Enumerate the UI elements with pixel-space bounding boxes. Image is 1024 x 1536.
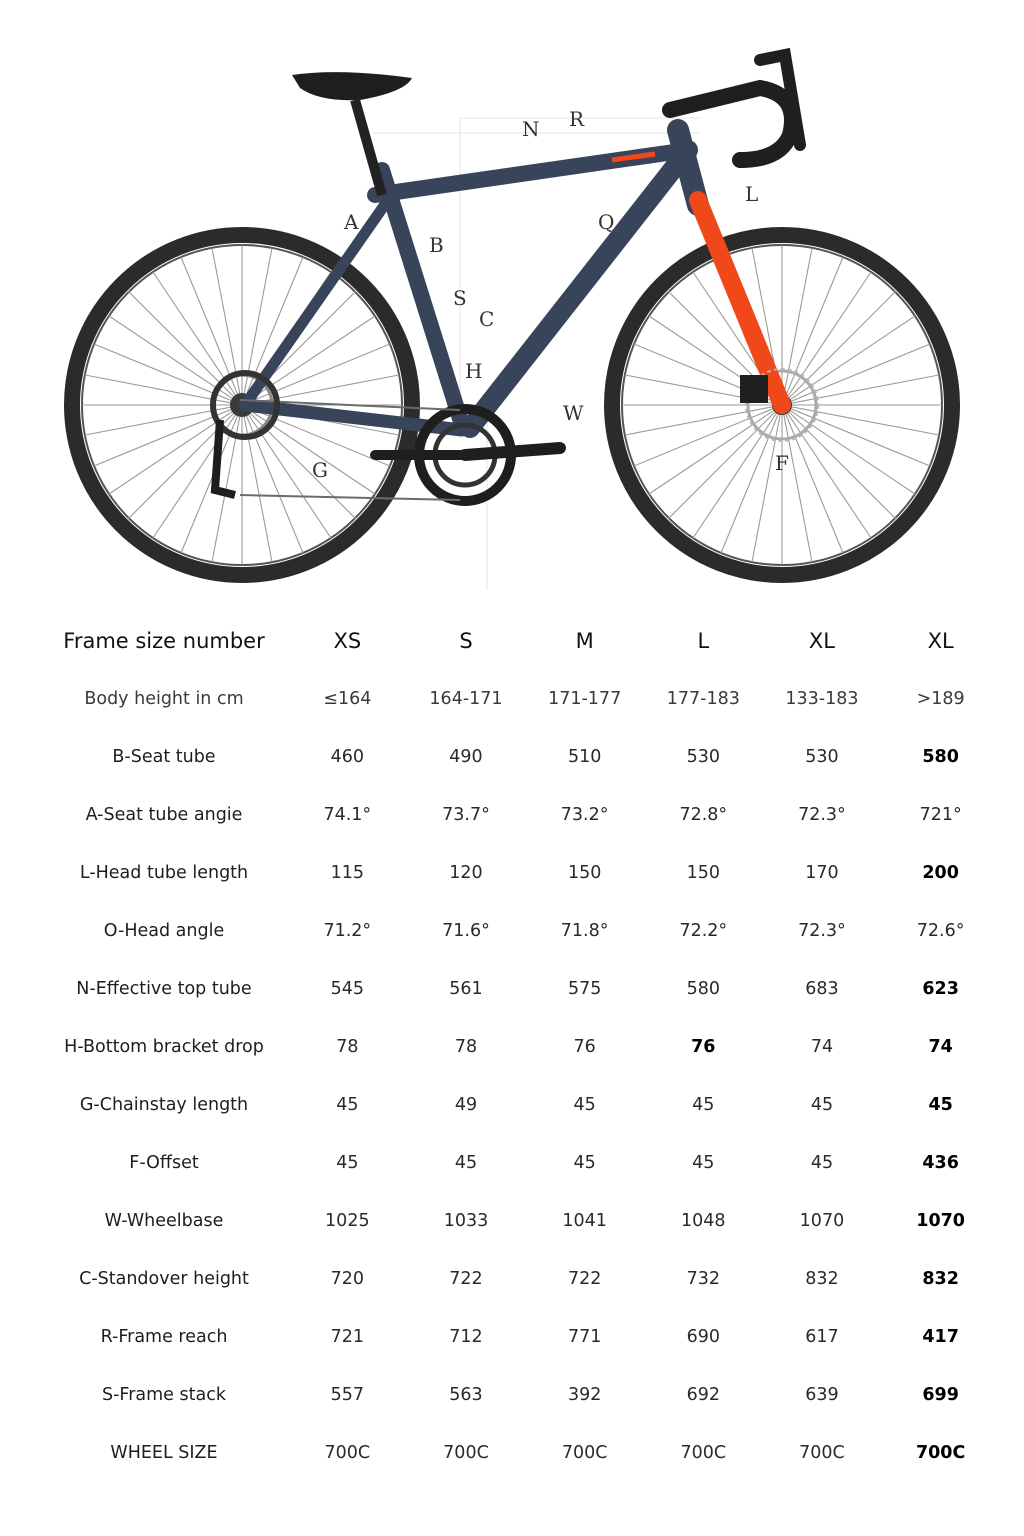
table-row: [40, 728, 1000, 786]
table-cell: 1041: [562, 1211, 607, 1231]
table-cell: 722: [567, 1269, 602, 1289]
table-cell: 699: [922, 1385, 959, 1405]
table-cell: 72.2°: [679, 921, 728, 941]
table-row: [40, 960, 1000, 1018]
table-cell: 712: [449, 1327, 483, 1347]
table-cell: 177-183: [666, 689, 740, 709]
marker-w: W: [563, 401, 584, 425]
table-cell: 617: [805, 1327, 839, 1347]
table-row: [40, 1018, 1000, 1076]
table-cell: 575: [567, 979, 602, 999]
table-cell: 45: [810, 1153, 834, 1173]
frame-size-table: [40, 612, 1000, 1482]
row-label: Body height in cm: [84, 689, 244, 709]
table-cell: 639: [805, 1385, 839, 1405]
marker-f: F: [775, 451, 789, 475]
table-row: [40, 1250, 1000, 1308]
table-cell: 683: [805, 979, 839, 999]
table-cell: 71.6°: [442, 921, 490, 941]
table-cell: 71.8°: [560, 921, 609, 941]
table-cell: 45: [573, 1095, 596, 1115]
table-row: [40, 1192, 1000, 1250]
table-cell: 73.2°: [560, 805, 609, 825]
table-cell: 1048: [681, 1211, 726, 1231]
row-label: C-Standover height: [79, 1269, 249, 1289]
table-cell: 73.7°: [442, 805, 490, 825]
table-cell: 120: [449, 863, 483, 883]
table-cell: 510: [567, 747, 602, 767]
table-row: [40, 1308, 1000, 1366]
size-col-xl: XL: [808, 629, 835, 653]
row-label: L-Head tube length: [79, 863, 249, 883]
marker-b: B: [429, 233, 444, 257]
table-cell: 580: [686, 979, 720, 999]
marker-r: R: [569, 107, 585, 131]
row-label: H-Bottom bracket drop: [64, 1037, 264, 1057]
table-cell: 557: [330, 1385, 365, 1405]
table-cell: 722: [449, 1269, 483, 1289]
table-cell: 170: [805, 863, 839, 883]
table-cell: 561: [449, 979, 483, 999]
bicycle-diagram: [0, 0, 1024, 600]
table-cell: 1025: [325, 1211, 370, 1231]
table-cell: 417: [922, 1327, 959, 1347]
table-cell: 530: [805, 747, 839, 767]
row-label: S-Frame stack: [102, 1385, 226, 1405]
marker-h: H: [465, 359, 483, 383]
table-cell: 700C: [915, 1443, 966, 1463]
row-label: B-Seat tube: [112, 747, 216, 767]
table-cell: ≤164: [323, 689, 372, 709]
table-cell: 832: [922, 1269, 959, 1289]
table-row: [40, 902, 1000, 960]
table-cell: 76: [573, 1037, 596, 1057]
table-cell: 74: [928, 1037, 953, 1057]
table-cell: 45: [336, 1095, 359, 1115]
table-cell: 133-183: [785, 689, 859, 709]
row-label: G-Chainstay length: [79, 1095, 249, 1115]
table-row: [40, 1076, 1000, 1134]
table-cell: 115: [330, 863, 365, 883]
table-cell: 45: [692, 1153, 715, 1173]
table-cell: 490: [449, 747, 483, 767]
table-cell: 732: [686, 1269, 720, 1289]
table-cell: 200: [922, 863, 959, 883]
table-row: [40, 670, 1000, 728]
row-label: F-Offset: [129, 1153, 199, 1173]
table-cell: 545: [330, 979, 365, 999]
table-cell: 72.6°: [916, 921, 965, 941]
saddle: [292, 72, 412, 100]
table-cell: 49: [454, 1095, 478, 1115]
table-cell: 171-177: [548, 689, 622, 709]
row-label: O-Head angle: [103, 921, 225, 941]
table-cell: 78: [336, 1037, 359, 1057]
table-cell: 45: [928, 1095, 953, 1115]
marker-c: C: [479, 307, 495, 331]
table-cell: 164-171: [429, 689, 503, 709]
table-cell: 72.3°: [798, 805, 846, 825]
table-cell: 45: [692, 1095, 715, 1115]
bike-frame: [245, 130, 698, 430]
table-cell: 690: [686, 1327, 720, 1347]
table-cell: 563: [449, 1385, 483, 1405]
table-cell: 832: [805, 1269, 839, 1289]
table-row: [40, 844, 1000, 902]
table-cell: 530: [686, 747, 720, 767]
table-cell: 71.2°: [323, 921, 372, 941]
marker-s: S: [453, 286, 467, 310]
table-cell: 771: [567, 1327, 602, 1347]
table-cell: 1070: [916, 1211, 965, 1231]
table-cell: 700C: [324, 1443, 371, 1463]
table-cell: 150: [567, 863, 602, 883]
table-cell: 721°: [919, 805, 962, 825]
table-cell: 721: [330, 1327, 365, 1347]
table-cell: 580: [922, 747, 959, 767]
table-cell: 692: [686, 1385, 720, 1405]
table-cell: 74: [810, 1037, 834, 1057]
table-row: [40, 1134, 1000, 1192]
table-cell: 78: [454, 1037, 478, 1057]
marker-l: L: [745, 182, 759, 206]
size-col-xs: XS: [333, 629, 362, 653]
table-row: [40, 1424, 1000, 1482]
table-row: [40, 786, 1000, 844]
table-cell: 45: [454, 1153, 478, 1173]
table-cell: 720: [330, 1269, 365, 1289]
row-label: WHEEL SIZE: [110, 1443, 218, 1463]
table-cell: >189: [916, 689, 965, 709]
table-cell: 76: [691, 1037, 716, 1057]
table-cell: 150: [686, 863, 720, 883]
table-cell: 72.8°: [679, 805, 728, 825]
table-cell: 74.1°: [323, 805, 372, 825]
row-label: W-Wheelbase: [104, 1211, 224, 1231]
size-col-xl-2: XL: [927, 629, 954, 653]
table-cell: 72.3°: [798, 921, 846, 941]
marker-g: G: [312, 458, 328, 482]
row-label: N-Effective top tube: [76, 979, 252, 999]
table-cell: 436: [922, 1153, 959, 1173]
marker-n: N: [522, 117, 540, 141]
table-cell: 623: [922, 979, 959, 999]
table-cell: 392: [567, 1385, 602, 1405]
table-cell: 700C: [561, 1443, 608, 1463]
size-col-s: S: [459, 629, 473, 653]
table-cell: 700C: [680, 1443, 727, 1463]
table-cell: 45: [810, 1095, 834, 1115]
table-cell: 700C: [799, 1443, 845, 1463]
table-cell: 700C: [443, 1443, 489, 1463]
row-label: A-Seat tube angie: [85, 805, 243, 825]
header-label: Frame size number: [63, 629, 265, 653]
table-cell: 1070: [799, 1211, 845, 1231]
table-cell: 460: [330, 747, 365, 767]
table-cell: 1033: [443, 1211, 489, 1231]
size-col-l: L: [697, 629, 710, 653]
marker-a: A: [344, 210, 359, 234]
table-row: [40, 1366, 1000, 1424]
row-label: R-Frame reach: [100, 1327, 228, 1347]
marker-q: Q: [598, 210, 615, 234]
table-cell: 45: [336, 1153, 359, 1173]
table-cell: 45: [573, 1153, 596, 1173]
table-header-row: [40, 612, 1000, 670]
size-col-m: M: [575, 629, 594, 653]
